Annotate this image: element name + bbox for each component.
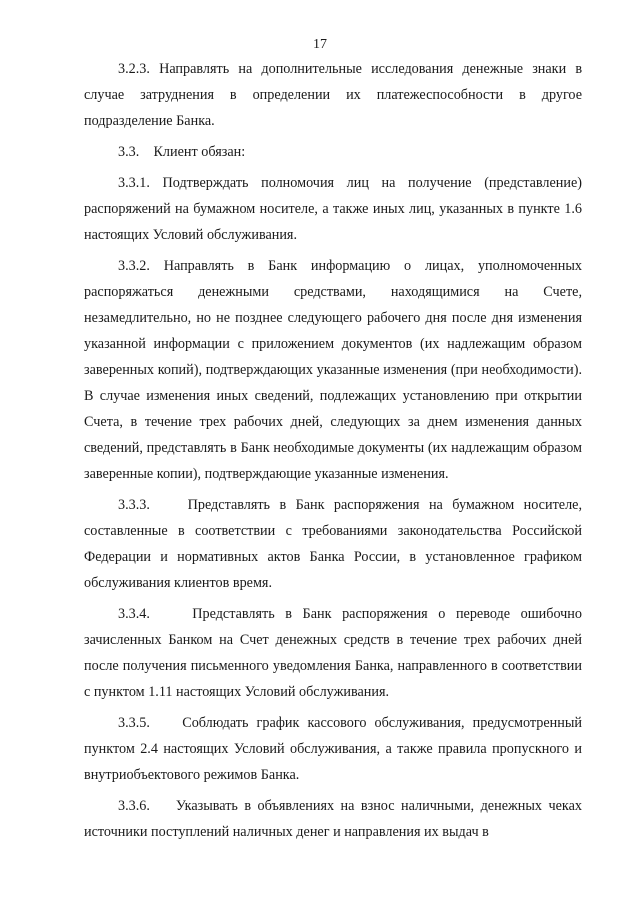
paragraph-text: Направлять на дополнительные исследования денежные знаки в случае затруднения в определении их платежеспособности в другое подразделение Банка. xyxy=(84,61,583,129)
paragraph-number: 3.3.2. xyxy=(118,258,150,274)
paragraph-3-3-3 xyxy=(84,492,582,596)
paragraph-number: 3.3.3. xyxy=(118,497,150,513)
paragraph-number: 3.3.1. xyxy=(118,175,150,191)
paragraph-3-2-3 xyxy=(84,56,582,134)
paragraph-3-3-1 xyxy=(84,170,582,248)
page-number: 17 xyxy=(313,37,327,52)
paragraph-text: Подтверждать полномочия лиц на получение (представление) распоряжений на бумажном носителе, а также иных лиц, указанных в пункте 1.6 настоящих Условий обслуживания. xyxy=(84,175,582,243)
paragraph-text: Представлять в Банк распоряжения о переводе ошибочно зачисленных Банком на Счет денежных средств в течение трех рабочих дней после получения письменного уведомления Банка, направленного в соответствии с пунктом 1.11 настоящих Условий обслуживания. xyxy=(84,606,582,700)
paragraph-number: 3.3.5. xyxy=(118,715,150,731)
paragraph-text: Представлять в Банк распоряжения на бумажном носителе, составленные в соответствии с требованиями законодательства Российской Федерации и нормативных актов Банка России, в установленное графиком обслуживания клиентов время. xyxy=(84,497,582,591)
paragraph-number: 3.3. xyxy=(118,144,140,160)
paragraph-text: Направлять в Банк информацию о лицах, уполномоченных распоряжаться денежными средствами, находящимися на Счете, незамедлительно, но не позднее следующего рабочего дня после дня изменения указанной информации с приложением документов (их надлежащим образом заверенных копий), подтверждающих указанные изменения (при необходимости). В случае изменения иных сведений, подлежащих установлению при открытии Счета, в течение трех рабочих дней, следующих за днем изменения данных сведений, представлять в Банк необходимые документы (их надлежащим образом заверенные копии), подтверждающие указанные изменения. xyxy=(84,258,582,482)
paragraph-text: Клиент обязан: xyxy=(153,144,246,160)
paragraph-text: Соблюдать график кассового обслуживания, предусмотренный пунктом 2.4 настоящих Условий обслуживания, а также правила пропускного и внутриобъектового режимов Банка. xyxy=(84,715,582,783)
paragraph-text: Указывать в объявлениях на взнос наличными, денежных чеках источники поступлений наличных денег и направления их выдач в xyxy=(84,798,582,840)
paragraph-3-3-6 xyxy=(84,793,582,845)
paragraph-number: 3.3.6. xyxy=(118,798,150,814)
paragraph-3-3-2 xyxy=(84,253,582,487)
paragraph-number: 3.2.3. xyxy=(118,61,150,77)
document-body xyxy=(84,56,582,850)
paragraph-3-3-4 xyxy=(84,601,582,705)
paragraph-3-3 xyxy=(84,139,582,165)
paragraph-number: 3.3.4. xyxy=(118,606,150,622)
paragraph-3-3-5 xyxy=(84,710,582,788)
